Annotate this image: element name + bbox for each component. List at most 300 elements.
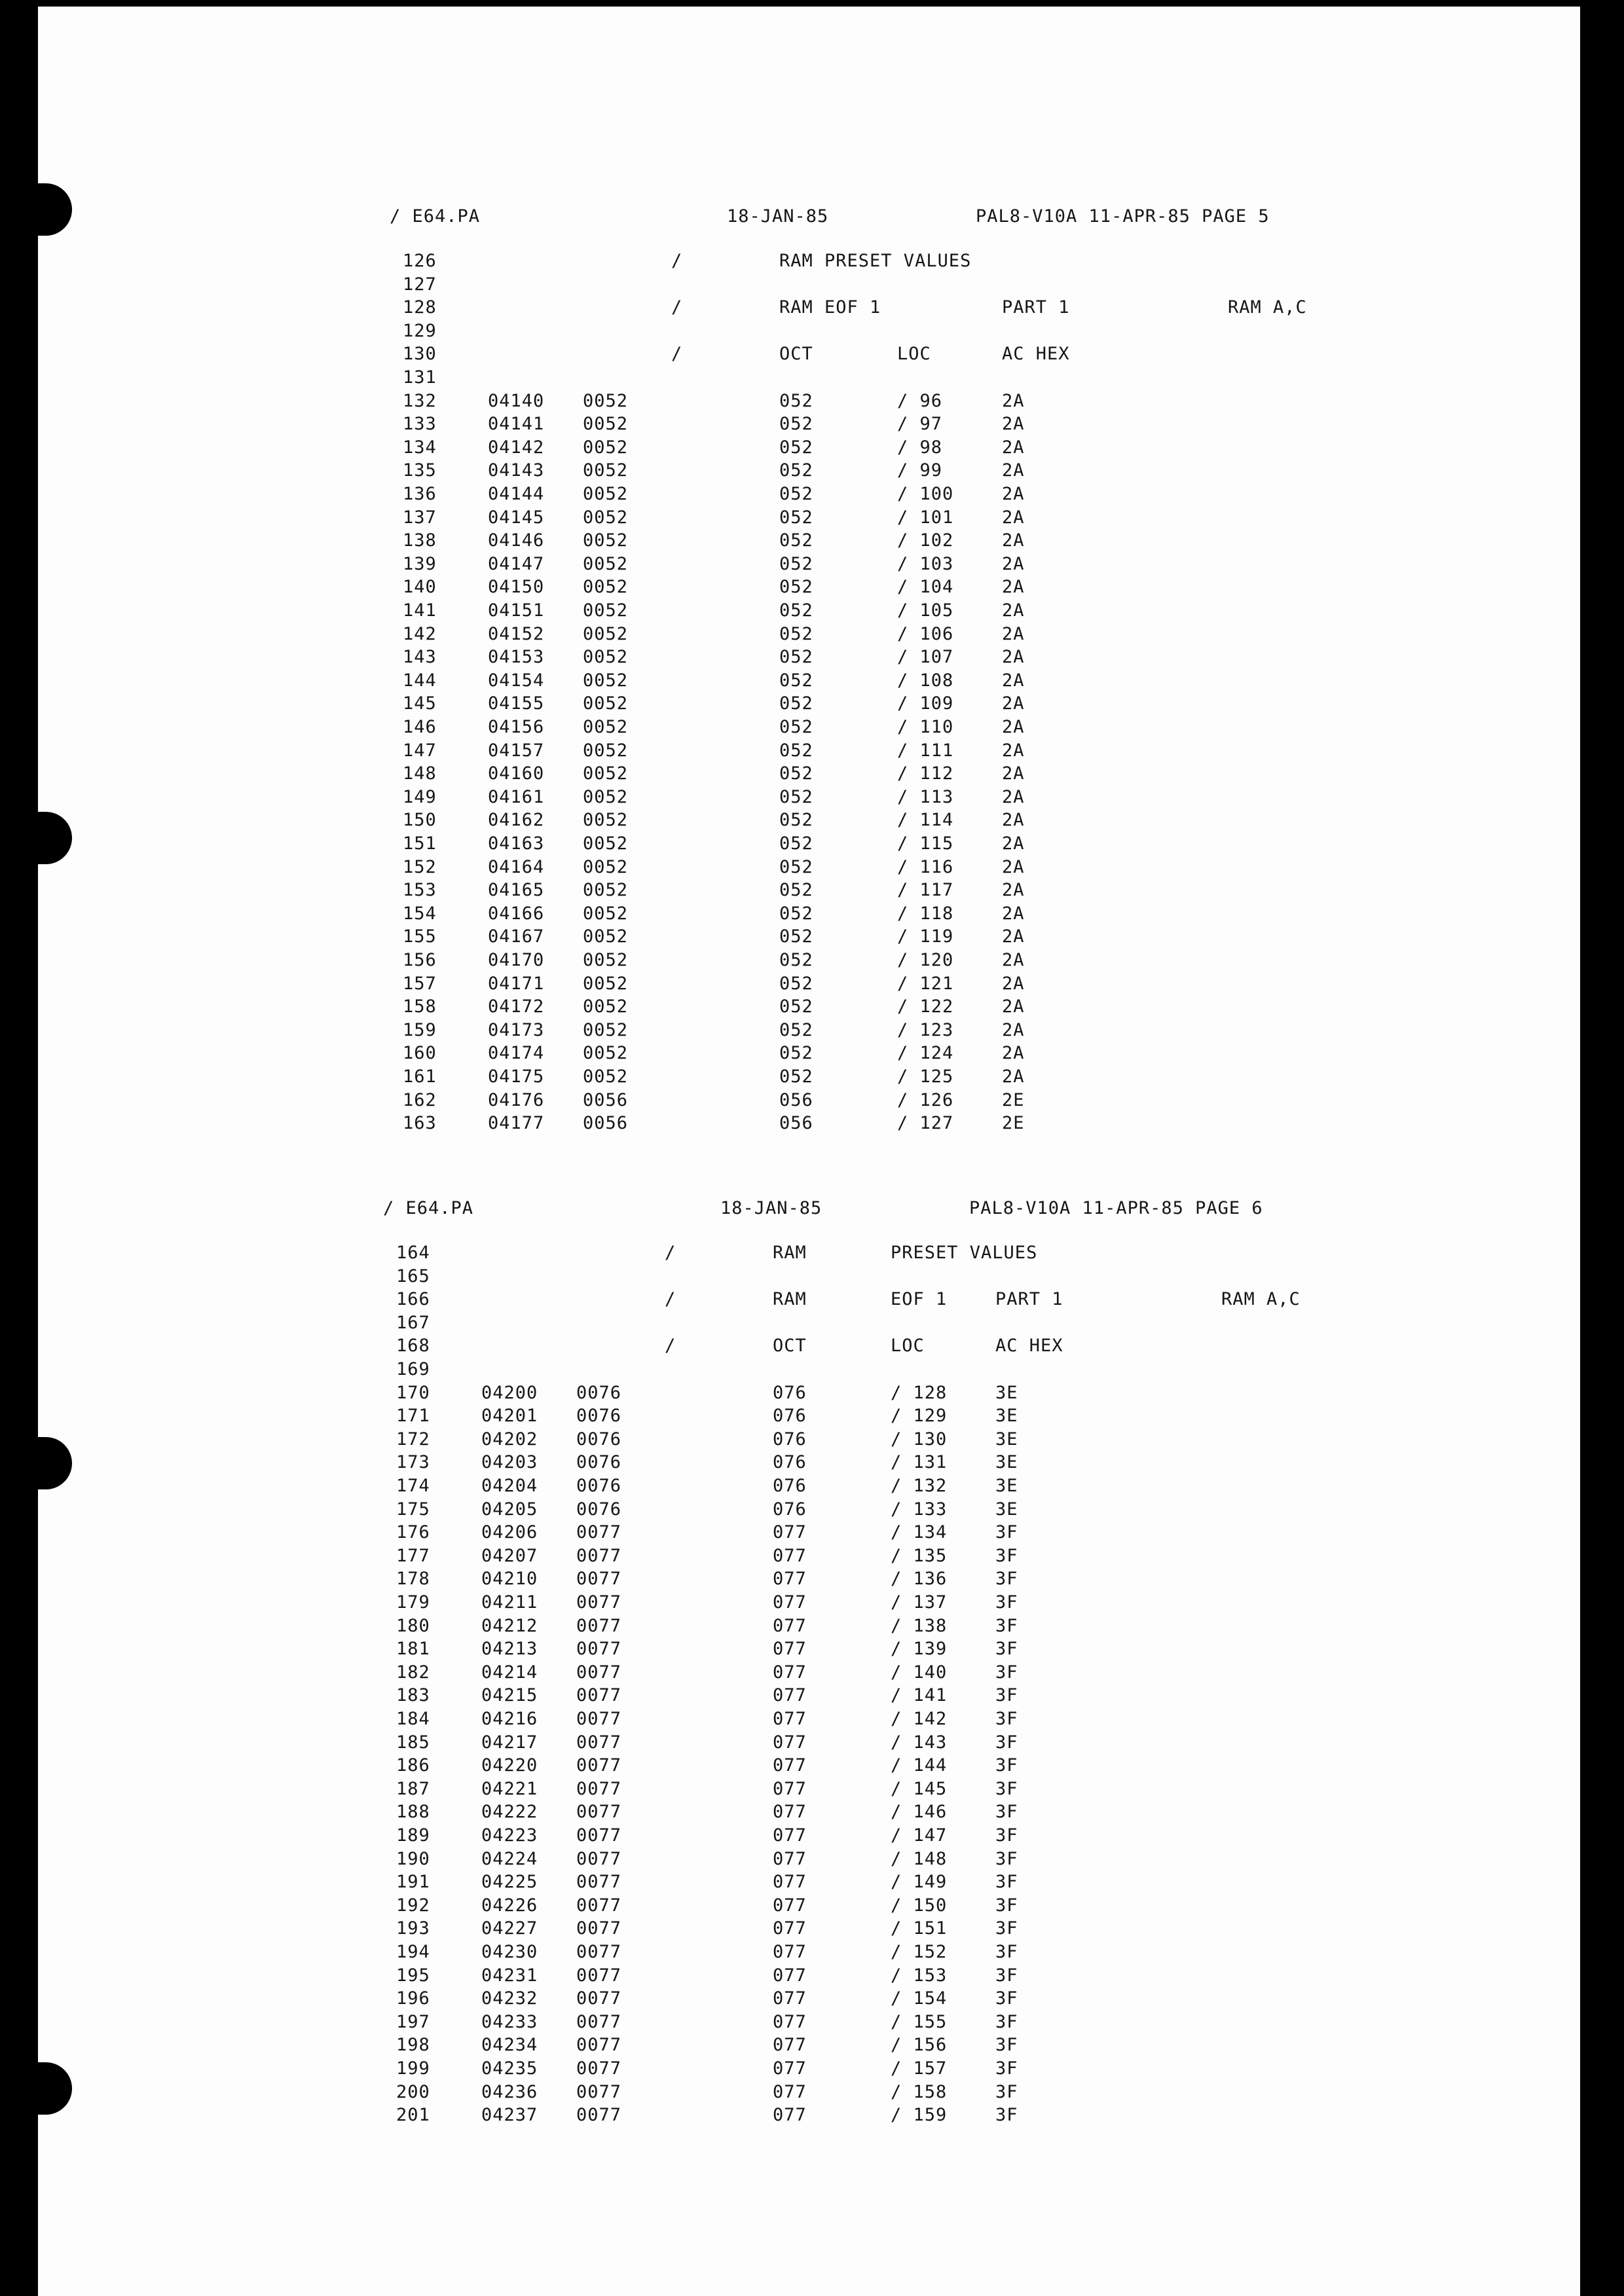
col-oct: 077 bbox=[773, 2105, 807, 2126]
col-line: 159 bbox=[403, 1019, 437, 1040]
col-oct: 077 bbox=[773, 2058, 807, 2079]
col-hex: 2A bbox=[1002, 763, 1025, 784]
col-loc: / 104 bbox=[897, 577, 954, 598]
col-oct: 076 bbox=[773, 1452, 807, 1473]
col-loc: / 131 bbox=[891, 1452, 948, 1473]
col-line: 166 bbox=[396, 1289, 430, 1310]
col-loc: / 142 bbox=[891, 1709, 948, 1729]
col-addr: 04201 bbox=[481, 1406, 538, 1427]
col-loc: / 113 bbox=[897, 786, 954, 807]
col-line: 198 bbox=[396, 2035, 430, 2056]
col-line: 138 bbox=[403, 530, 437, 551]
col-word: 0077 bbox=[576, 1848, 622, 1869]
col-hex: 3F bbox=[995, 1825, 1018, 1846]
col-word: 0052 bbox=[583, 856, 629, 877]
col-loc: / 112 bbox=[897, 763, 954, 784]
col-oct: 052 bbox=[779, 600, 813, 621]
source-file-name: / E64.PA bbox=[390, 206, 481, 227]
col-addr: 04223 bbox=[481, 1825, 538, 1846]
col-oct: 077 bbox=[773, 1592, 807, 1613]
col-hex: 3F bbox=[995, 1848, 1018, 1869]
col-line: 143 bbox=[403, 647, 437, 668]
col-loc: / 134 bbox=[891, 1522, 948, 1543]
col-oct: 052 bbox=[779, 577, 813, 598]
col-oct: 052 bbox=[779, 1019, 813, 1040]
col-loc: / 122 bbox=[897, 996, 954, 1017]
col-hex: 3F bbox=[995, 2105, 1018, 2126]
col-oct: 052 bbox=[779, 693, 813, 714]
col-loc: / 149 bbox=[891, 1872, 948, 1893]
col-hex: 3F bbox=[995, 1872, 1018, 1893]
col-word: 0052 bbox=[583, 437, 629, 458]
col-hex: 2E bbox=[1002, 1113, 1025, 1134]
col-addr: 04141 bbox=[488, 414, 545, 435]
source-file-name: / E64.PA bbox=[383, 1198, 474, 1218]
col-word: 0056 bbox=[583, 1089, 629, 1110]
col-addr: 04203 bbox=[481, 1452, 538, 1473]
col-addr: 04153 bbox=[488, 647, 545, 668]
col-loc: / 116 bbox=[897, 856, 954, 877]
col-line: 160 bbox=[403, 1043, 437, 1064]
col-line: 180 bbox=[396, 1615, 430, 1636]
col-hex: 3F bbox=[995, 1709, 1018, 1729]
col-addr: 04171 bbox=[488, 973, 545, 994]
col-word: 0052 bbox=[583, 740, 629, 761]
col-line: 200 bbox=[396, 2081, 430, 2102]
col-line: 130 bbox=[403, 344, 437, 365]
col-hex: 2A bbox=[1002, 810, 1025, 831]
col-hex: 2A bbox=[1002, 414, 1025, 435]
col-slash: / bbox=[665, 1289, 676, 1310]
col-line: 174 bbox=[396, 1476, 430, 1496]
col-line: 196 bbox=[396, 1988, 430, 2009]
col-loc: / 124 bbox=[897, 1043, 954, 1064]
col-loc: / 139 bbox=[891, 1639, 948, 1660]
col-hex: 2A bbox=[1002, 460, 1025, 481]
col-hex: 2A bbox=[1002, 973, 1025, 994]
col-addr: 04234 bbox=[481, 2035, 538, 2056]
col-addr: 04162 bbox=[488, 810, 545, 831]
col-addr: 04236 bbox=[481, 2081, 538, 2102]
col-loc: / 120 bbox=[897, 950, 954, 970]
col-line: 175 bbox=[396, 1499, 430, 1520]
col-hex: 2A bbox=[1002, 484, 1025, 504]
col-oct: 077 bbox=[773, 1732, 807, 1753]
col-oct: 052 bbox=[779, 484, 813, 504]
col-hex: 2A bbox=[1002, 390, 1025, 411]
col-hex: 3E bbox=[995, 1452, 1018, 1473]
col-oct: 076 bbox=[773, 1476, 807, 1496]
col-addr: 04230 bbox=[481, 1942, 538, 1962]
col-hex: 2A bbox=[1002, 880, 1025, 901]
col-loc: / 115 bbox=[897, 833, 954, 854]
col-addr: 04221 bbox=[481, 1778, 538, 1799]
col-word: 0052 bbox=[583, 810, 629, 831]
col-oct: 077 bbox=[773, 1615, 807, 1636]
col-word: 0076 bbox=[576, 1452, 622, 1473]
col-hex: 2A bbox=[1002, 903, 1025, 924]
col-addr: 04156 bbox=[488, 717, 545, 737]
col-oct: 052 bbox=[779, 810, 813, 831]
assembler-version: PAL8-V10A 11-APR-85 PAGE 5 bbox=[976, 206, 1270, 227]
col-hex: 3F bbox=[995, 2058, 1018, 2079]
col-line: 188 bbox=[396, 1802, 430, 1823]
col-loc: / 151 bbox=[891, 1918, 948, 1939]
col-line: 148 bbox=[403, 763, 437, 784]
col-loc: / 132 bbox=[891, 1476, 948, 1496]
col-oct: 076 bbox=[773, 1429, 807, 1449]
col-addr: 04237 bbox=[481, 2105, 538, 2126]
col-line: 141 bbox=[403, 600, 437, 621]
col-hex: 3E bbox=[995, 1406, 1018, 1427]
col-line: 199 bbox=[396, 2058, 430, 2079]
col-line: 161 bbox=[403, 1066, 437, 1087]
col-word: 0052 bbox=[583, 1019, 629, 1040]
col-oct: 077 bbox=[773, 2011, 807, 2032]
col-loc: / 126 bbox=[897, 1089, 954, 1110]
col-hex: 2A bbox=[1002, 623, 1025, 644]
col-addr: 04200 bbox=[481, 1382, 538, 1403]
col-word: 0052 bbox=[583, 903, 629, 924]
col-word: 0077 bbox=[576, 1965, 622, 1986]
col-loc: / 143 bbox=[891, 1732, 948, 1753]
col-oct: 076 bbox=[773, 1499, 807, 1520]
col-loc: / 103 bbox=[897, 553, 954, 574]
col-line: 151 bbox=[403, 833, 437, 854]
col-hex: AC HEX bbox=[1002, 344, 1070, 365]
col-loc: / 127 bbox=[897, 1113, 954, 1134]
col-hex: 2A bbox=[1002, 717, 1025, 737]
col-loc: EOF 1 bbox=[891, 1289, 948, 1310]
col-hex: 3E bbox=[995, 1429, 1018, 1449]
col-oct: 052 bbox=[779, 740, 813, 761]
listing-date: 18-JAN-85 bbox=[727, 206, 829, 227]
col-hex: 3E bbox=[995, 1476, 1018, 1496]
col-addr: 04172 bbox=[488, 996, 545, 1017]
col-addr: 04214 bbox=[481, 1662, 538, 1683]
col-line: 179 bbox=[396, 1592, 430, 1613]
col-word: 0052 bbox=[583, 670, 629, 691]
col-line: 149 bbox=[403, 786, 437, 807]
col-line: 147 bbox=[403, 740, 437, 761]
col-addr: 04163 bbox=[488, 833, 545, 854]
col-line: 136 bbox=[403, 484, 437, 504]
col-word: 0052 bbox=[583, 880, 629, 901]
col-addr: 04173 bbox=[488, 1019, 545, 1040]
col-loc: / 146 bbox=[891, 1802, 948, 1823]
col-loc: / 148 bbox=[891, 1848, 948, 1869]
col-word: 0077 bbox=[576, 1639, 622, 1660]
col-hex: 3F bbox=[995, 1802, 1018, 1823]
col-loc: / 138 bbox=[891, 1615, 948, 1636]
page-header bbox=[383, 1198, 1263, 1224]
col-word: 0052 bbox=[583, 926, 629, 947]
col-oct: 077 bbox=[773, 1545, 807, 1566]
col-oct: 077 bbox=[773, 1825, 807, 1846]
col-addr: 04161 bbox=[488, 786, 545, 807]
col-slash: / bbox=[671, 251, 683, 271]
col-loc: / 101 bbox=[897, 507, 954, 528]
col-oct: 052 bbox=[779, 390, 813, 411]
col-line: 145 bbox=[403, 693, 437, 714]
col-word: 0077 bbox=[576, 1592, 622, 1613]
col-oct: 076 bbox=[773, 1382, 807, 1403]
col-slash: / bbox=[665, 1336, 676, 1357]
col-hex: 3F bbox=[995, 1615, 1018, 1636]
col-line: 163 bbox=[403, 1113, 437, 1134]
col-word: 0056 bbox=[583, 1113, 629, 1134]
col-hex: 2A bbox=[1002, 577, 1025, 598]
col-hex: 2E bbox=[1002, 1089, 1025, 1110]
col-line: 140 bbox=[403, 577, 437, 598]
col-oct: 052 bbox=[779, 460, 813, 481]
col-line: 133 bbox=[403, 414, 437, 435]
col-word: 0052 bbox=[583, 577, 629, 598]
col-addr: 04232 bbox=[481, 1988, 538, 2009]
col-line: 170 bbox=[396, 1382, 430, 1403]
col-oct: 077 bbox=[773, 1522, 807, 1543]
col-line: 153 bbox=[403, 880, 437, 901]
col-loc: / 136 bbox=[891, 1569, 948, 1590]
col-line: 157 bbox=[403, 973, 437, 994]
col-word: 0076 bbox=[576, 1476, 622, 1496]
col-loc: / 114 bbox=[897, 810, 954, 831]
col-oct: 052 bbox=[779, 950, 813, 970]
col-hex: 2A bbox=[1002, 1066, 1025, 1087]
col-addr: 04226 bbox=[481, 1895, 538, 1916]
col-addr: 04210 bbox=[481, 1569, 538, 1590]
col-word: 0077 bbox=[576, 1732, 622, 1753]
col-oct: OCT bbox=[773, 1336, 807, 1357]
col-addr: 04170 bbox=[488, 950, 545, 970]
col-word: 0052 bbox=[583, 693, 629, 714]
col-loc: / 96 bbox=[897, 390, 943, 411]
col-oct: 052 bbox=[779, 507, 813, 528]
col-hex: AC HEX bbox=[995, 1336, 1063, 1357]
col-loc: / 105 bbox=[897, 600, 954, 621]
col-word: 0052 bbox=[583, 553, 629, 574]
col-loc: / 100 bbox=[897, 484, 954, 504]
col-addr: 04144 bbox=[488, 484, 545, 504]
col-word: 0052 bbox=[583, 414, 629, 435]
col-line: 137 bbox=[403, 507, 437, 528]
col-hex: 3F bbox=[995, 1732, 1018, 1753]
col-addr: 04166 bbox=[488, 903, 545, 924]
col-hex: 2A bbox=[1002, 670, 1025, 691]
col-word: 0077 bbox=[576, 1545, 622, 1566]
col-oct: 077 bbox=[773, 1895, 807, 1916]
col-word: 0077 bbox=[576, 1802, 622, 1823]
col-line: 132 bbox=[403, 390, 437, 411]
col-line: 187 bbox=[396, 1778, 430, 1799]
col-addr: 04227 bbox=[481, 1918, 538, 1939]
col-loc: / 129 bbox=[891, 1406, 948, 1427]
col-hex: 3F bbox=[995, 1662, 1018, 1683]
col-addr: 04165 bbox=[488, 880, 545, 901]
col-addr: 04175 bbox=[488, 1066, 545, 1087]
col-addr: 04140 bbox=[488, 390, 545, 411]
col-word: 0077 bbox=[576, 2105, 622, 2126]
col-oct: 052 bbox=[779, 786, 813, 807]
col-addr: 04146 bbox=[488, 530, 545, 551]
col-line: 185 bbox=[396, 1732, 430, 1753]
col-hex: 3F bbox=[995, 1685, 1018, 1706]
col-hex: 2A bbox=[1002, 950, 1025, 970]
col-oct: OCT bbox=[779, 344, 813, 365]
col-oct: 052 bbox=[779, 903, 813, 924]
col-addr: 04177 bbox=[488, 1113, 545, 1134]
col-loc: / 119 bbox=[897, 926, 954, 947]
col-line: 162 bbox=[403, 1089, 437, 1110]
col-oct: 056 bbox=[779, 1113, 813, 1134]
col-oct: 052 bbox=[779, 833, 813, 854]
col-hex: 3E bbox=[995, 1499, 1018, 1520]
col-line: 177 bbox=[396, 1545, 430, 1566]
col-loc: / 135 bbox=[891, 1545, 948, 1566]
col-line: 186 bbox=[396, 1755, 430, 1776]
col-line: 173 bbox=[396, 1452, 430, 1473]
col-loc: / 110 bbox=[897, 717, 954, 737]
col-loc: / 153 bbox=[891, 1965, 948, 1986]
col-line: 178 bbox=[396, 1569, 430, 1590]
col-line: 182 bbox=[396, 1662, 430, 1683]
col-hex: 3F bbox=[995, 1942, 1018, 1962]
col-line: 189 bbox=[396, 1825, 430, 1846]
col-addr: 04204 bbox=[481, 1476, 538, 1496]
col-hex: 3F bbox=[995, 1965, 1018, 1986]
col-oct: 052 bbox=[779, 763, 813, 784]
col-line: 152 bbox=[403, 856, 437, 877]
col-hex: 3F bbox=[995, 2081, 1018, 2102]
col-line: 139 bbox=[403, 553, 437, 574]
col-loc: / 121 bbox=[897, 973, 954, 994]
col-addr: 04205 bbox=[481, 1499, 538, 1520]
col-hex: 2A bbox=[1002, 926, 1025, 947]
col-oct: 077 bbox=[773, 1802, 807, 1823]
col-word: 0077 bbox=[576, 2081, 622, 2102]
col-oct: 056 bbox=[779, 1089, 813, 1110]
col-line: 131 bbox=[403, 367, 437, 388]
col-addr: 04174 bbox=[488, 1043, 545, 1064]
col-oct: 077 bbox=[773, 2035, 807, 2056]
col-line: 176 bbox=[396, 1522, 430, 1543]
col-line: 192 bbox=[396, 1895, 430, 1916]
col-oct: 052 bbox=[779, 530, 813, 551]
col-loc: / 155 bbox=[891, 2011, 948, 2032]
col-oct: 077 bbox=[773, 1709, 807, 1729]
col-word: 0052 bbox=[583, 973, 629, 994]
col-loc: / 154 bbox=[891, 1988, 948, 2009]
col-line: 134 bbox=[403, 437, 437, 458]
col-loc: / 140 bbox=[891, 1662, 948, 1683]
col-line: 154 bbox=[403, 903, 437, 924]
col-oct: 077 bbox=[773, 1755, 807, 1776]
col-line: 169 bbox=[396, 1359, 430, 1379]
col-word: 0052 bbox=[583, 950, 629, 970]
col-line: 191 bbox=[396, 1872, 430, 1893]
col-hex: 3F bbox=[995, 1545, 1018, 1566]
col-oct: 077 bbox=[773, 2081, 807, 2102]
col-oct: 077 bbox=[773, 1639, 807, 1660]
col-word: 0052 bbox=[583, 786, 629, 807]
col-line: 128 bbox=[403, 297, 437, 318]
col-line: 194 bbox=[396, 1942, 430, 1962]
col-line: 165 bbox=[396, 1266, 430, 1286]
col-line: 150 bbox=[403, 810, 437, 831]
col-addr: 04164 bbox=[488, 856, 545, 877]
col-hex: 2A bbox=[1002, 553, 1025, 574]
col-oct: 077 bbox=[773, 1918, 807, 1939]
col-oct: 077 bbox=[773, 1569, 807, 1590]
col-hex: 3F bbox=[995, 2011, 1018, 2032]
col-hex: 2A bbox=[1002, 647, 1025, 668]
col-word: 0077 bbox=[576, 1872, 622, 1893]
col-addr: 04222 bbox=[481, 1802, 538, 1823]
col-loc: / 130 bbox=[891, 1429, 948, 1449]
col-loc: / 158 bbox=[891, 2081, 948, 2102]
col-line: 142 bbox=[403, 623, 437, 644]
col-loc: / 97 bbox=[897, 414, 943, 435]
col-word: 0077 bbox=[576, 1825, 622, 1846]
col-oct: 077 bbox=[773, 1942, 807, 1962]
col-addr: 04225 bbox=[481, 1872, 538, 1893]
col-oct: 052 bbox=[779, 647, 813, 668]
col-oct: 052 bbox=[779, 437, 813, 458]
col-hex: 3F bbox=[995, 1755, 1018, 1776]
col-slash: / bbox=[665, 1243, 676, 1263]
col-hex: 2A bbox=[1002, 786, 1025, 807]
col-addr: 04212 bbox=[481, 1615, 538, 1636]
col-word: 0077 bbox=[576, 1755, 622, 1776]
col-addr: 04147 bbox=[488, 553, 545, 574]
col-oct: RAM bbox=[773, 1289, 807, 1310]
col-word: 0052 bbox=[583, 996, 629, 1017]
col-word: 0052 bbox=[583, 390, 629, 411]
col-oct: 052 bbox=[779, 1043, 813, 1064]
col-addr: 04176 bbox=[488, 1089, 545, 1110]
col-hex: 2A bbox=[1002, 693, 1025, 714]
col-oct: 052 bbox=[779, 414, 813, 435]
col-addr: 04216 bbox=[481, 1709, 538, 1729]
col-hex: 3F bbox=[995, 1639, 1018, 1660]
col-word: 0052 bbox=[583, 600, 629, 621]
col-oct: 077 bbox=[773, 1872, 807, 1893]
col-word: 0077 bbox=[576, 1569, 622, 1590]
col-slash: / bbox=[671, 344, 683, 365]
col-hex: 2A bbox=[1002, 856, 1025, 877]
col-hex: 3F bbox=[995, 1569, 1018, 1590]
col-word: 0076 bbox=[576, 1382, 622, 1403]
col-addr: 04231 bbox=[481, 1965, 538, 1986]
col-word: 0077 bbox=[576, 1615, 622, 1636]
col-oct: 052 bbox=[779, 926, 813, 947]
col-word: 0052 bbox=[583, 530, 629, 551]
col-hex: 2A bbox=[1002, 1043, 1025, 1064]
col-word: 0052 bbox=[583, 484, 629, 504]
col-addr: 04167 bbox=[488, 926, 545, 947]
col-loc: / 141 bbox=[891, 1685, 948, 1706]
col-hex: 2A bbox=[1002, 530, 1025, 551]
col-word: 0076 bbox=[576, 1429, 622, 1449]
col-loc: / 99 bbox=[897, 460, 943, 481]
col-line: 201 bbox=[396, 2105, 430, 2126]
col-loc: / 98 bbox=[897, 437, 943, 458]
col-hex: 2A bbox=[1002, 833, 1025, 854]
col-addr: 04224 bbox=[481, 1848, 538, 1869]
col-line: 129 bbox=[403, 320, 437, 341]
col-addr: 04142 bbox=[488, 437, 545, 458]
col-loc: / 118 bbox=[897, 903, 954, 924]
